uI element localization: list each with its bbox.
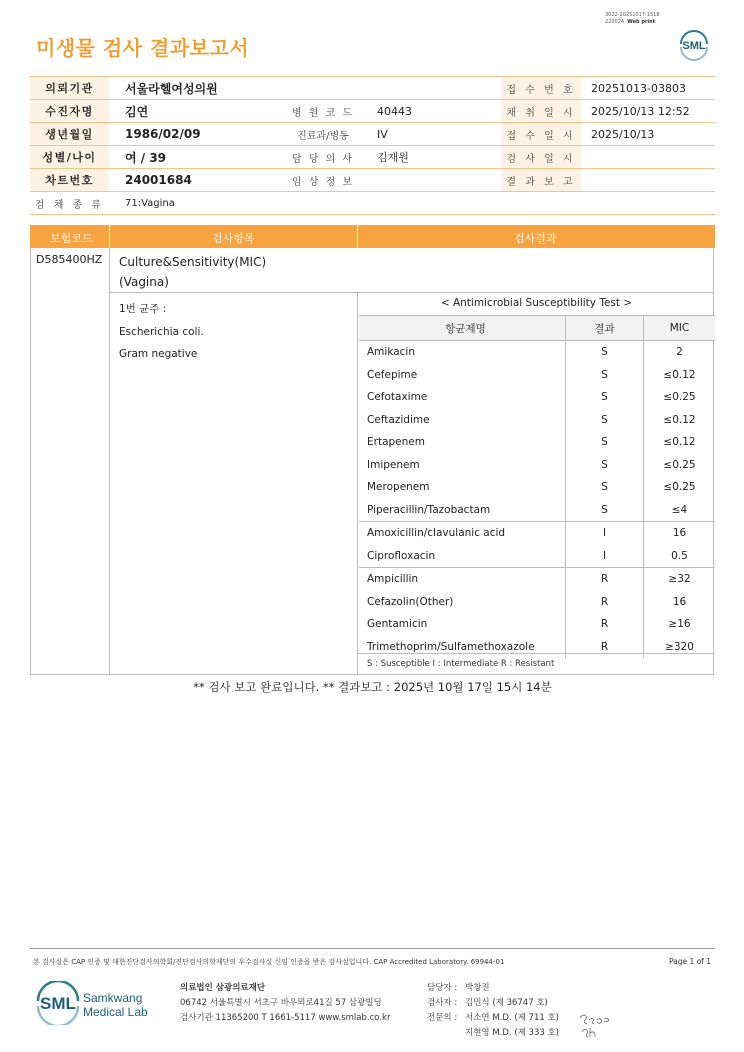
- patient-info-table: [30, 76, 715, 215]
- divider: [357, 225, 358, 248]
- ast-drug-name: Amoxicillin/clavulanic acid: [367, 527, 506, 540]
- org-address: 06742 서울특별시 서초구 바우뫼로41길 57 삼광빌딩: [180, 998, 382, 1008]
- gram-stain: Gram negative: [119, 348, 198, 360]
- label-receipt-no: 접 수 번 호: [501, 77, 581, 100]
- ast-row: [359, 591, 715, 614]
- ast-result: S: [566, 476, 644, 499]
- staff-info: [427, 981, 559, 1041]
- col-header-result: 검사결과: [514, 232, 557, 245]
- info-row: [30, 169, 715, 192]
- ast-row: [359, 499, 715, 522]
- col-header-code: 보험코드: [50, 232, 93, 245]
- value-receipt-date: 2025/10/13: [581, 123, 715, 146]
- sml-logo-text: SML: [682, 40, 706, 52]
- ast-row: [359, 431, 715, 454]
- ast-row: [359, 341, 715, 364]
- ast-drug-name: Ciprofloxacin: [359, 545, 566, 568]
- info-row: [30, 100, 715, 123]
- ast-drug-name: Ceftazidime: [367, 413, 430, 426]
- value-collect: 2025/10/13 12:52: [581, 100, 715, 123]
- test-name: [119, 252, 266, 292]
- ast-mic: 2: [644, 341, 716, 364]
- label-report: 결 과 보 고: [501, 169, 581, 192]
- org-contact: 검사기관 11365200 T 1661-5117 www.smlab.co.kr: [180, 1013, 391, 1023]
- label-req-inst: 의뢰기관: [30, 77, 109, 100]
- ast-result: R: [566, 568, 644, 591]
- value-specimen: 71:Vagina: [109, 192, 715, 215]
- value-test-date: [581, 146, 715, 169]
- label-sex-age: 성별/나이: [30, 146, 109, 169]
- ast-result: S: [566, 386, 644, 409]
- ast-row: [359, 409, 715, 432]
- ast-result: R: [566, 613, 644, 636]
- ast-col-mic: MIC: [644, 316, 716, 341]
- report-title: 미생물 검사 결과보고서: [36, 36, 250, 60]
- ast-drug-name: Gentamicin: [367, 618, 428, 631]
- ast-mic: ≤0.25: [644, 454, 716, 477]
- value-req-inst: 서울라헬여성의원: [109, 77, 501, 100]
- tester-label: 검사자 :: [427, 998, 458, 1008]
- label-doctor: 담 당 의 사: [283, 146, 363, 169]
- sml-logo-icon: [677, 27, 711, 61]
- label-dept: 진료과/병동: [283, 123, 363, 146]
- ast-result: I: [566, 545, 644, 568]
- ast-mic: ≥320: [644, 636, 716, 659]
- ast-drug-name: Cefotaxime: [367, 391, 428, 404]
- ast-row: [359, 476, 715, 499]
- ast-mic: ≤0.12: [644, 431, 716, 454]
- label-name: 수진자명: [30, 100, 109, 123]
- ast-drug-name: Ampicillin: [367, 573, 419, 586]
- value-hosp-code: 40443: [363, 100, 501, 123]
- ast-result: S: [566, 454, 644, 477]
- ast-mic: ≥16: [644, 613, 716, 636]
- value-report: [581, 169, 715, 192]
- ast-drug-name: Meropenem: [367, 481, 430, 494]
- org-name: 의료법인 삼광의료재단: [180, 983, 266, 993]
- test-name-line2: (Vagina): [119, 275, 169, 289]
- ast-row: [359, 386, 715, 409]
- value-name: 김연: [109, 100, 283, 123]
- ast-row: [359, 636, 715, 659]
- organism-name: Escherichia coli.: [119, 325, 204, 338]
- footer-logo-line1: Samkwang: [83, 991, 143, 1005]
- label-dob: 생년월일: [30, 123, 109, 146]
- ast-mic: 16: [644, 591, 716, 614]
- page-number: Page 1 of 1: [669, 957, 712, 966]
- value-dob: 1986/02/09: [109, 123, 283, 146]
- specialist-2: 지현영 M.D. (제 333 호): [465, 1028, 560, 1038]
- label-collect: 채 취 일 시: [501, 100, 581, 123]
- ast-result: S: [566, 341, 644, 364]
- signature-icon: [578, 1010, 612, 1040]
- ast-mic: ≤0.12: [644, 409, 716, 432]
- ast-table: [359, 315, 715, 658]
- label-chart: 차트번호: [30, 169, 109, 192]
- info-row: [30, 146, 715, 169]
- ast-result: I: [566, 522, 644, 545]
- organism-info: [119, 298, 204, 366]
- label-receipt-date: 접 수 일 시: [501, 123, 581, 146]
- ast-row: [359, 454, 715, 477]
- ast-drug-name: Piperacillin/Tazobactam: [359, 499, 566, 522]
- value-chart: 24001684: [109, 169, 283, 192]
- ast-title: < Antimicrobial Susceptibility Test >: [440, 297, 633, 309]
- ast-drug-name: Imipenem: [367, 458, 420, 471]
- ast-mic: ≤0.12: [644, 364, 716, 387]
- ast-mic: ≥32: [644, 568, 716, 591]
- ast-drug-name: Trimethoprim/Sulfamethoxazole: [367, 640, 535, 653]
- value-clinical: [363, 169, 501, 192]
- ast-drug-name: Ertapenem: [367, 436, 425, 449]
- value-receipt-no: 20251013-03803: [581, 77, 715, 100]
- label-test-date: 검 사 일 시: [501, 146, 581, 169]
- value-dept: IV: [363, 123, 501, 146]
- specialist-1: 서소연 M.D. (제 711 호): [465, 1013, 560, 1023]
- tester-name: 김민식 (제 36747 호): [465, 998, 548, 1008]
- print-code: [605, 12, 660, 26]
- divider: [109, 225, 110, 248]
- ast-mic: ≤4: [644, 499, 716, 522]
- ast-row: [359, 364, 715, 387]
- divider: [357, 292, 358, 675]
- ast-result: S: [566, 499, 644, 522]
- ast-row: [359, 613, 715, 636]
- value-sex-age: 여 / 39: [109, 146, 283, 169]
- label-hosp-code: 병 원 코 드: [283, 100, 363, 123]
- accreditation-note: 본 검사실은 CAP 인증 및 대한진단검사의학회/진단검사의학재단의 우수검사실 신임 인증을 받은 검사실입니다. CAP Accredited Laboratory. 69944-01: [33, 958, 505, 966]
- org-info: [180, 981, 390, 1026]
- label-clinical: 임 상 정 보: [283, 169, 363, 192]
- ast-drug-name: Cefepime: [367, 368, 418, 381]
- staff-name: 박창진: [465, 983, 490, 993]
- ast-mic: ≤0.25: [644, 386, 716, 409]
- results-header: [30, 225, 715, 248]
- divider: [109, 292, 714, 293]
- web-print-label: Web print: [627, 19, 656, 25]
- ast-row: [359, 568, 715, 591]
- value-doctor: 김재원: [363, 146, 501, 169]
- staff-label: 담당자 :: [427, 983, 458, 993]
- label-specimen: 검 체 종 류: [30, 192, 109, 215]
- footer-logo-sml: SML: [40, 994, 76, 1013]
- info-row: [30, 77, 715, 100]
- info-row: [30, 123, 715, 146]
- ast-result: S: [566, 409, 644, 432]
- ast-legend: S : Susceptible I : Intermediate R : Resistant: [367, 659, 555, 669]
- specialist-label: 전문의 :: [427, 1013, 458, 1023]
- footer-logo-line2: Medical Lab: [83, 1005, 148, 1019]
- ast-drug-name: Cefazolin(Other): [367, 595, 454, 608]
- ast-result: R: [566, 636, 644, 659]
- organism-label: 1번 균주 :: [119, 303, 167, 315]
- col-header-item: 검사항목: [212, 232, 255, 245]
- ast-result: R: [566, 591, 644, 614]
- ast-col-result: 결과: [566, 316, 644, 341]
- footer-divider: [30, 948, 715, 949]
- ast-mic: 16: [644, 522, 716, 545]
- report-complete-line: ** 검사 보고 완료입니다. ** 결과보고 : 2025년 10월 17일 15시 14분: [193, 680, 552, 694]
- ast-result: S: [566, 431, 644, 454]
- ast-drug-name: Amikacin: [367, 346, 416, 359]
- insurance-code: D585400HZ: [36, 253, 103, 266]
- ast-mic: 0.5: [644, 545, 716, 568]
- ast-row: [359, 522, 715, 545]
- info-row: [30, 192, 715, 215]
- ast-col-drug: 항균제명: [359, 316, 566, 341]
- ast-mic: ≤0.25: [644, 476, 716, 499]
- samkwang-logo-icon: [36, 981, 161, 1025]
- print-code-line1: 3022-20251017-1518: [605, 12, 660, 18]
- ast-header-row: [359, 316, 715, 341]
- print-code-line2: 220024: [605, 19, 625, 25]
- ast-row: [359, 545, 715, 568]
- ast-result: S: [566, 364, 644, 387]
- test-name-line1: Culture&Sensitivity(MIC): [119, 255, 267, 269]
